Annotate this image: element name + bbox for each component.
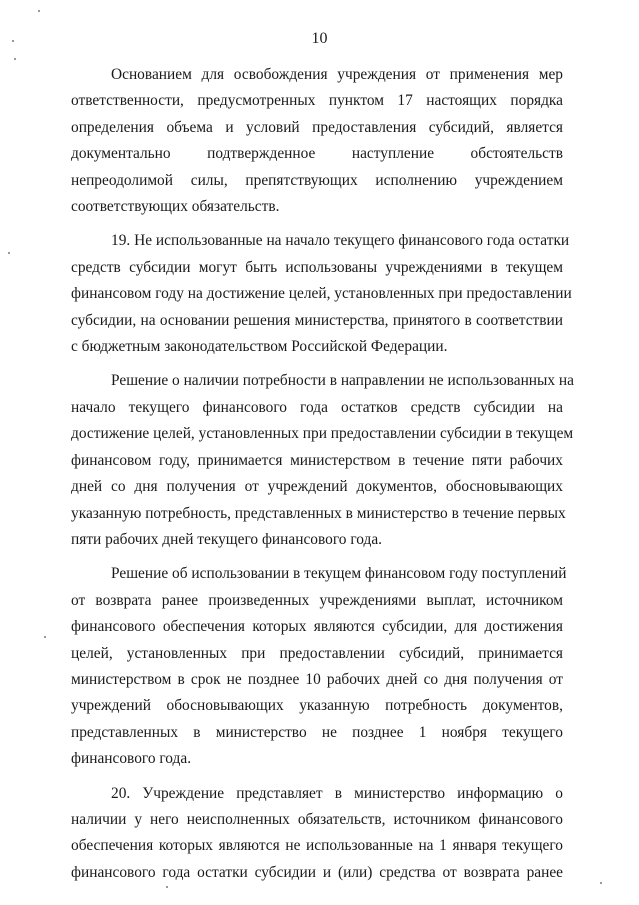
text-line: субсидии, на основании решения министерства, принятого в соответствии bbox=[71, 311, 563, 329]
scan-speck bbox=[14, 58, 16, 60]
paragraph bbox=[71, 62, 563, 220]
text-line: дней со дня получения от учреждений документов, обосновывающих bbox=[71, 478, 563, 496]
text-line: от возврата ранее произведенных учреждениями выплат, источником bbox=[71, 591, 563, 609]
text-line: обеспечения которых являются не использованные на 1 января текущего bbox=[71, 837, 563, 855]
text-line: 19. Не использованные на начало текущего финансового года остатки bbox=[111, 232, 570, 250]
text-line: указанную потребность, представленных в министерство в течение первых bbox=[71, 504, 566, 522]
scan-speck bbox=[44, 636, 46, 638]
scan-speck bbox=[600, 882, 602, 884]
page-number: 10 bbox=[311, 30, 328, 47]
text-line: начало текущего финансового года остатков средств субсидии на bbox=[71, 398, 563, 416]
document-body bbox=[71, 62, 574, 886]
text-line: представленных в министерство не позднее 1 ноября текущего bbox=[71, 723, 563, 741]
text-line: средств субсидии могут быть использованы учреждениями в текущем bbox=[71, 258, 563, 276]
text-line: достижение целей, установленных при предоставлении субсидии в текущем bbox=[71, 425, 574, 443]
text-line: Решение об использовании в текущем финансовом году поступлений bbox=[111, 565, 567, 583]
scan-speck bbox=[8, 252, 10, 254]
text-line: с бюджетным законодательством Российской Федерации. bbox=[71, 338, 448, 356]
text-line: целей, установленных при предоставлении субсидий, принимается bbox=[71, 644, 563, 662]
text-line: Решение о наличии потребности в направлении не использованных на bbox=[111, 372, 574, 390]
paragraph bbox=[71, 228, 572, 360]
scan-speck bbox=[166, 886, 168, 888]
text-line: учреждений обосновывающих указанную потребность документов, bbox=[71, 697, 563, 715]
text-line: ответственности, предусмотренных пунктом 17 настоящих порядка bbox=[71, 92, 563, 110]
text-line: финансового обеспечения которых являются субсидии, для достижения bbox=[71, 618, 563, 636]
text-line: финансовом году, принимается министерством в течение пяти рабочих bbox=[71, 451, 563, 469]
paragraph bbox=[71, 368, 574, 553]
text-line: министерством в срок не позднее 10 рабочих дней со дня получения от bbox=[71, 670, 563, 688]
text-line: пяти рабочих дней текущего финансового года. bbox=[71, 530, 383, 548]
paragraph bbox=[71, 781, 563, 887]
text-line: финансового года. bbox=[71, 750, 192, 768]
text-line: финансового года остатки субсидии и (или) средства от возврата ранее bbox=[71, 863, 563, 881]
text-line: наличии у него неисполненных обязательств, источником финансового bbox=[71, 810, 563, 828]
paragraph bbox=[71, 561, 567, 772]
text-line: соответствующих обязательств. bbox=[71, 198, 280, 216]
scan-speck bbox=[38, 10, 40, 12]
text-line: 20. Учреждение представляет в министерство информацию о bbox=[111, 784, 563, 802]
text-line: финансовом году на достижение целей, установленных при предоставлении bbox=[71, 285, 572, 303]
text-line: определения объема и условий предоставления субсидий, является bbox=[71, 118, 563, 136]
text-line: непреодолимой силы, препятствующих исполнению учреждением bbox=[71, 171, 563, 189]
text-line: документально подтвержденное наступление обстоятельств bbox=[71, 145, 563, 163]
text-line: Основанием для освобождения учреждения от применения мер bbox=[111, 66, 563, 83]
